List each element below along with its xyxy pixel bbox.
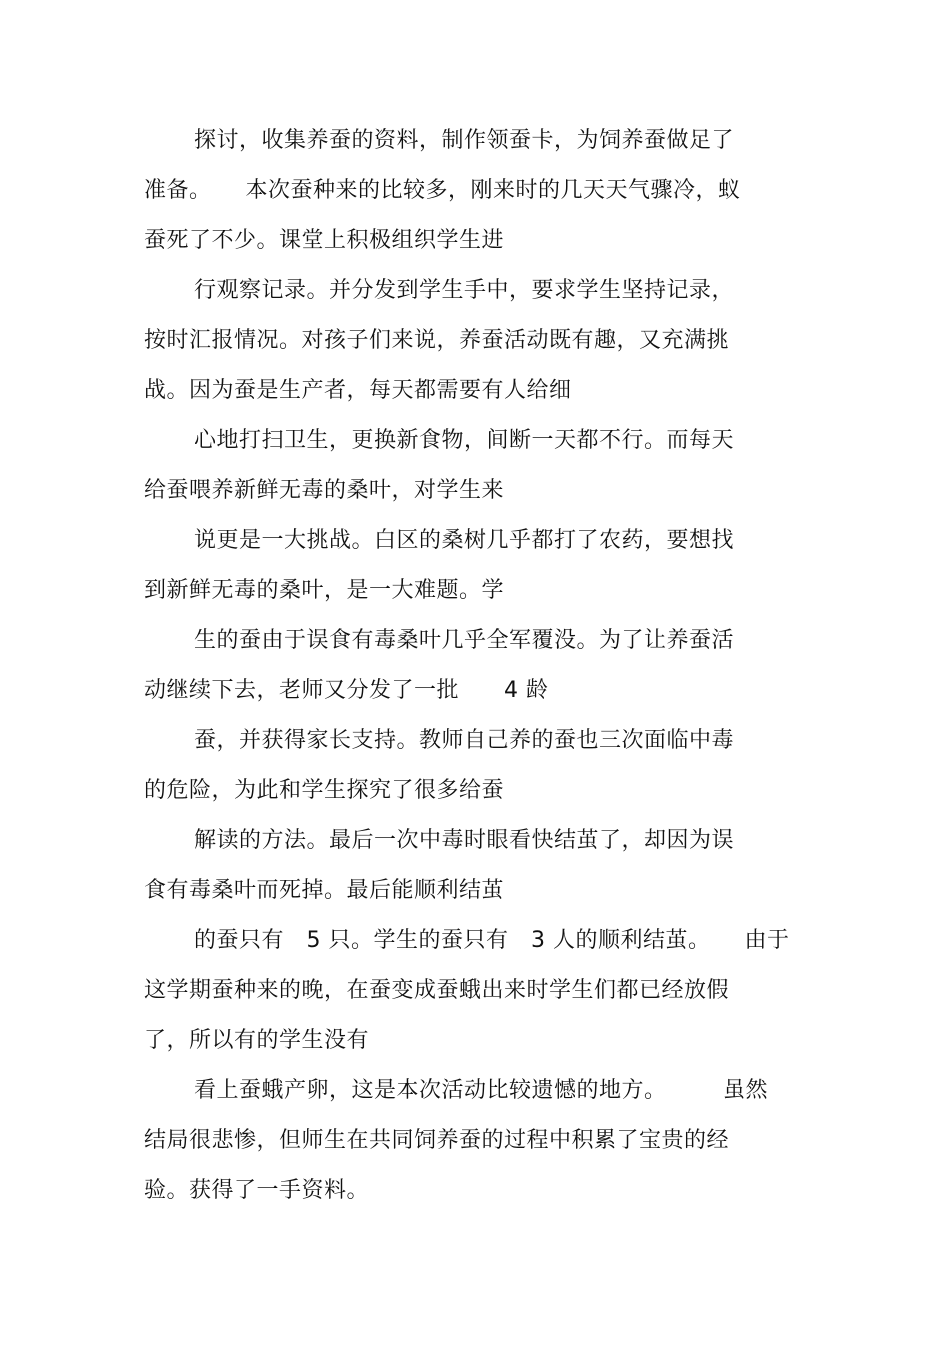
- text-line: 的危险，为此和学生探究了很多给蚕: [144, 778, 505, 803]
- text-line: 探讨，收集养蚕的资料，制作领蚕卡，为饲养蚕做足了: [194, 128, 735, 153]
- text-line: 验。获得了一手资料。: [144, 1178, 370, 1203]
- text-line: 动继续下去，老师又分发了一批 4 龄: [144, 678, 549, 703]
- text-line: 蚕，并获得家长支持。教师自己养的蚕也三次面临中毒: [194, 728, 735, 753]
- text-line: 看上蚕蛾产卵，这是本次活动比较遗憾的地方。 虽然: [194, 1078, 769, 1103]
- text-line: 按时汇报情况。对孩子们来说，养蚕活动既有趣，又充满挑: [144, 328, 730, 353]
- text-line: 行观察记录。并分发到学生手中，要求学生坚持记录，: [194, 278, 735, 303]
- text-line: 说更是一大挑战。白区的桑树几乎都打了农药，要想找: [194, 528, 735, 553]
- text-line: 结局很悲惨，但师生在共同饲养蚕的过程中积累了宝贵的经: [144, 1128, 730, 1153]
- text-line: 了，所以有的学生没有: [144, 1028, 370, 1053]
- text-line: 蚕死了不少。课堂上积极组织学生进: [144, 228, 505, 253]
- text-line: 的蚕只有 5 只。学生的蚕只有 3 人的顺利结茧。 由于: [194, 928, 790, 953]
- text-line: 解读的方法。最后一次中毒时眼看快结茧了，却因为误: [194, 828, 735, 853]
- text-line: 食有毒桑叶而死掉。最后能顺利结茧: [144, 878, 505, 903]
- text-line: 心地打扫卫生，更换新食物，间断一天都不行。而每天: [194, 428, 735, 453]
- text-line: 这学期蚕种来的晚，在蚕变成蚕蛾出来时学生们都已经放假: [144, 978, 730, 1003]
- text-line: 生的蚕由于误食有毒桑叶几乎全军覆没。为了让养蚕活: [194, 628, 735, 653]
- text-line: 到新鲜无毒的桑叶，是一大难题。学: [144, 578, 505, 603]
- text-line: 准备。 本次蚕种来的比较多，刚来时的几天天气骤冷，蚁: [144, 178, 741, 203]
- text-line: 给蚕喂养新鲜无毒的桑叶，对学生来: [144, 478, 505, 503]
- text-line: 战。因为蚕是生产者，每天都需要有人给细: [144, 378, 572, 403]
